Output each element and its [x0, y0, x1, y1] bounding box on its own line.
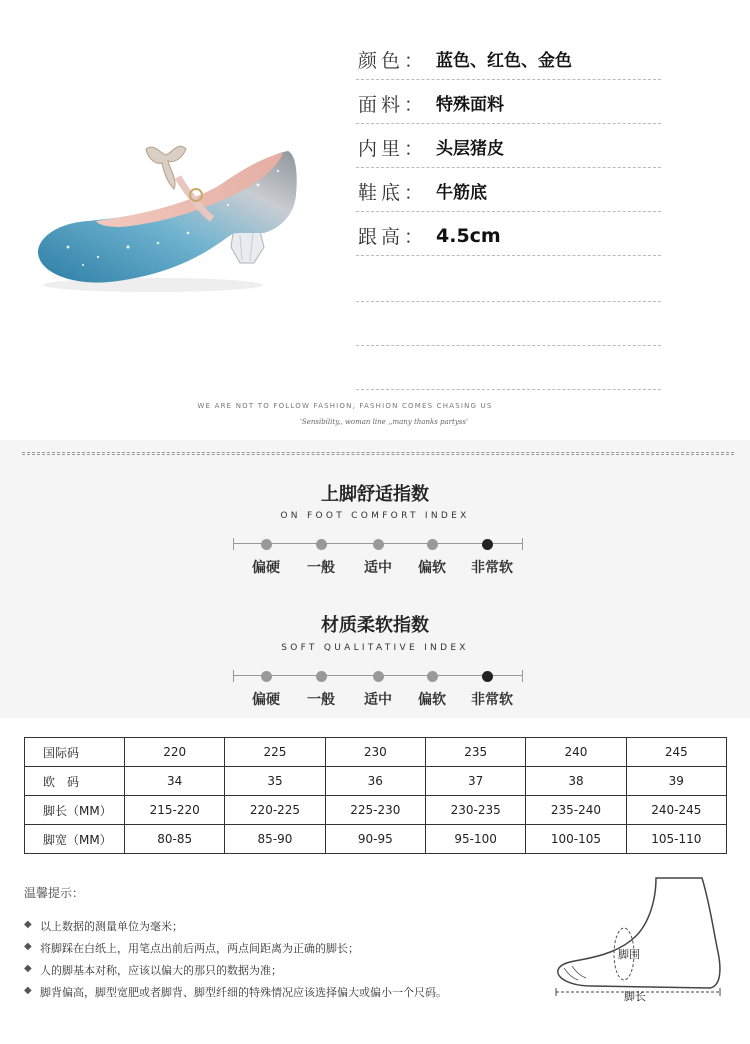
spec-row-heel-height: [356, 212, 661, 256]
scale-dot-selected: [482, 539, 493, 550]
table-cell: 225-230: [325, 796, 425, 825]
table-row: [25, 767, 727, 796]
scale-label: 非常软: [471, 692, 513, 708]
table-cell: 240: [526, 738, 626, 767]
diamond-bullet-icon: ◆: [24, 919, 32, 930]
comfort-scale: [233, 538, 523, 550]
scale-dot: [261, 671, 272, 682]
row-header: 脚宽（MM）: [25, 825, 125, 854]
scale-end: [233, 670, 234, 682]
spec-row-empty: [356, 302, 661, 346]
scale-label: 偏软: [418, 560, 446, 576]
scale-end: [522, 538, 523, 550]
table-cell: 95-100: [425, 825, 525, 854]
scale-label: 偏硬: [252, 560, 280, 576]
spec-value: 4.5cm: [436, 225, 501, 247]
table-cell: 100-105: [526, 825, 626, 854]
spec-value: 蓝色、红色、金色: [436, 51, 572, 71]
softness-title: 材质柔软指数: [321, 615, 429, 636]
size-table: [24, 737, 727, 854]
table-cell: 235-240: [526, 796, 626, 825]
scale-label: 非常软: [471, 560, 513, 576]
table-cell: 215-220: [125, 796, 225, 825]
scale-dot: [427, 539, 438, 550]
list-item: [24, 918, 447, 940]
spec-row-empty: [356, 346, 661, 390]
tips-list: [24, 918, 447, 1006]
product-section: [0, 0, 750, 440]
spec-row-fabric: [356, 80, 661, 124]
scale-label: 偏软: [418, 692, 446, 708]
spec-value: 牛筋底: [436, 183, 487, 203]
shoe-image: [28, 125, 318, 300]
slogan: WE ARE NOT TO FOLLOW FASHION, FASHION COMES CHASING US: [197, 402, 493, 410]
table-cell: 105-110: [626, 825, 726, 854]
list-item: [24, 984, 447, 1006]
diamond-bullet-icon: ◆: [24, 941, 32, 952]
scale-dot: [316, 671, 327, 682]
spec-key: 颜色：: [358, 50, 428, 72]
scale-dot-selected: [482, 671, 493, 682]
row-header: 欧 码: [25, 767, 125, 796]
scale-label: 一般: [307, 560, 335, 576]
length-label: 脚长: [624, 990, 646, 1002]
scale-dot: [427, 671, 438, 682]
girth-label: 脚围: [618, 948, 640, 961]
table-cell: 90-95: [325, 825, 425, 854]
table-row: [25, 825, 727, 854]
comfort-section: [0, 440, 750, 718]
table-cell: 80-85: [125, 825, 225, 854]
scale-label: 偏硬: [252, 692, 280, 708]
table-cell: 34: [125, 767, 225, 796]
divider: [22, 452, 734, 455]
tip-text: 脚背偏高，脚型宽肥或者脚背、脚型纤细的特殊情况应该选择偏大或偏小一个尺码。: [40, 986, 447, 999]
scale-label: 适中: [364, 692, 392, 708]
spec-row-lining: [356, 124, 661, 168]
table-cell: 220-225: [225, 796, 325, 825]
table-cell: 245: [626, 738, 726, 767]
scale-dot: [373, 671, 384, 682]
scale-label: 适中: [364, 560, 392, 576]
tips-title: 温馨提示：: [24, 886, 85, 900]
diamond-bullet-icon: ◆: [24, 963, 32, 974]
spec-key: 鞋底：: [358, 182, 428, 204]
spec-key: 内里：: [358, 138, 428, 160]
softness-scale: [233, 670, 523, 682]
scale-label: 一般: [307, 692, 335, 708]
table-cell: 85-90: [225, 825, 325, 854]
table-cell: 230-235: [425, 796, 525, 825]
foot-diagram: [552, 874, 732, 1002]
table-cell: 37: [425, 767, 525, 796]
comfort-title: 上脚舒适指数: [321, 484, 429, 505]
row-header: 脚长（MM）: [25, 796, 125, 825]
comfort-subtitle: ON FOOT COMFORT INDEX: [280, 511, 470, 521]
tip-text: 将脚踩在白纸上，用笔点出前后两点，两点间距离为正确的脚长；: [40, 942, 359, 955]
table-row: [25, 738, 727, 767]
diamond-bullet-icon: ◆: [24, 985, 32, 996]
table-cell: 230: [325, 738, 425, 767]
row-header: 国际码: [25, 738, 125, 767]
scale-end: [522, 670, 523, 682]
table-cell: 36: [325, 767, 425, 796]
slogan-script: 'Sensibility,, woman line ,,many thanks partyss': [300, 418, 468, 426]
table-cell: 39: [626, 767, 726, 796]
table-cell: 35: [225, 767, 325, 796]
scale-dot: [373, 539, 384, 550]
softness-subtitle: SOFT QUALITATIVE INDEX: [281, 643, 469, 653]
spec-key: 面料：: [358, 94, 428, 116]
scale-dot: [261, 539, 272, 550]
list-item: [24, 962, 447, 984]
spec-value: 头层猪皮: [436, 139, 504, 159]
list-item: [24, 940, 447, 962]
table-cell: 220: [125, 738, 225, 767]
spec-key: 跟高：: [358, 226, 428, 248]
spec-value: 特殊面料: [436, 95, 504, 115]
spec-row-sole: [356, 168, 661, 212]
scale-end: [233, 538, 234, 550]
table-cell: 240-245: [626, 796, 726, 825]
tip-text: 以上数据的测量单位为毫米；: [40, 920, 183, 933]
table-cell: 225: [225, 738, 325, 767]
spec-row-empty: [356, 258, 661, 302]
scale-dot: [316, 539, 327, 550]
table-cell: 235: [425, 738, 525, 767]
spec-row-color: [356, 36, 661, 80]
table-row: [25, 796, 727, 825]
tip-text: 人的脚基本对称，应该以偏大的那只的数据为准；: [40, 964, 282, 977]
table-cell: 38: [526, 767, 626, 796]
